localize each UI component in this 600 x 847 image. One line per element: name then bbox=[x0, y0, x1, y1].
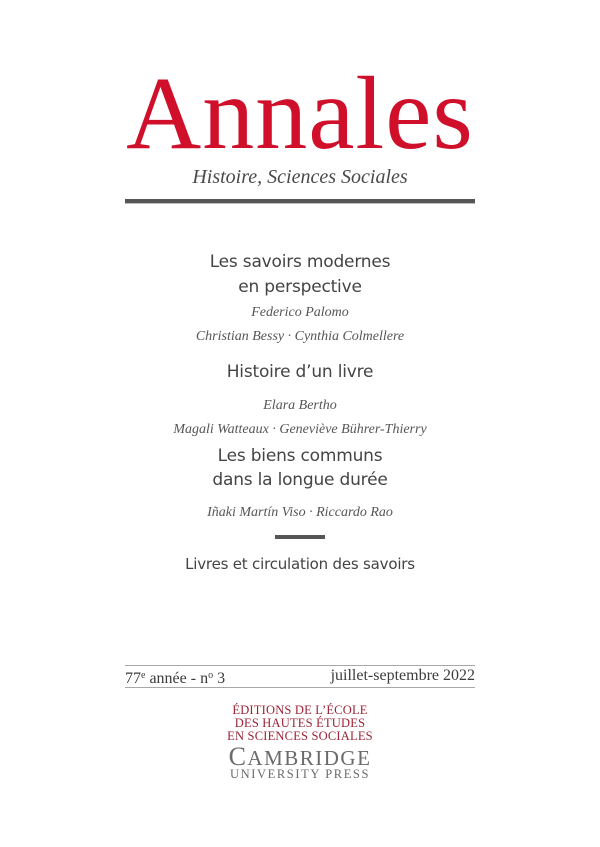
cambridge-initial: C bbox=[228, 742, 248, 771]
issue-period: juillet-septembre 2022 bbox=[330, 667, 475, 684]
issue-number bbox=[125, 667, 225, 688]
issue-no: 3 bbox=[217, 670, 226, 687]
issue-rule-top bbox=[125, 665, 475, 666]
section-authors: Magali Watteaux · Geneviève Bührer-Thierry bbox=[173, 422, 427, 437]
volume-suffix: e bbox=[141, 670, 146, 681]
cambridge-subtitle: UNIVERSITY PRESS bbox=[229, 767, 371, 781]
section-authors: Christian Bessy · Cynthia Colmellere bbox=[195, 329, 405, 344]
number-suffix: o bbox=[208, 670, 214, 681]
section-authors: Iñaki Martín Viso · Riccardo Rao bbox=[207, 505, 393, 520]
section-heading: Les savoirs modernes bbox=[209, 252, 391, 272]
volume-label: année - n bbox=[149, 670, 209, 687]
ehess-publisher-line: DES HAUTES ÉTUDES bbox=[234, 716, 366, 730]
section-heading: dans la longue durée bbox=[212, 470, 388, 490]
section-divider bbox=[275, 535, 325, 539]
review-section-heading: Livres et circulation des savoirs bbox=[185, 555, 415, 573]
section-heading: Les biens communs bbox=[217, 446, 383, 466]
section-heading: en perspective bbox=[238, 277, 362, 297]
issue-rule-bottom bbox=[125, 687, 475, 688]
volume-number: 77 bbox=[125, 670, 141, 687]
section-authors: Elara Bertho bbox=[263, 398, 337, 413]
section-authors: Federico Palomo bbox=[251, 305, 349, 320]
journal-title: Annales bbox=[126, 56, 474, 171]
section-heading: Histoire d’un livre bbox=[226, 362, 374, 382]
cambridge-rest: AMBRIDGE bbox=[247, 746, 372, 770]
cambridge-logo bbox=[0, 742, 600, 771]
journal-subtitle: Histoire, Sciences Sociales bbox=[192, 166, 408, 188]
masthead-rule bbox=[125, 199, 475, 204]
ehess-publisher-line: ÉDITIONS DE L’ÉCOLE bbox=[232, 703, 368, 717]
ehess-publisher-line: EN SCIENCES SOCIALES bbox=[227, 729, 373, 743]
